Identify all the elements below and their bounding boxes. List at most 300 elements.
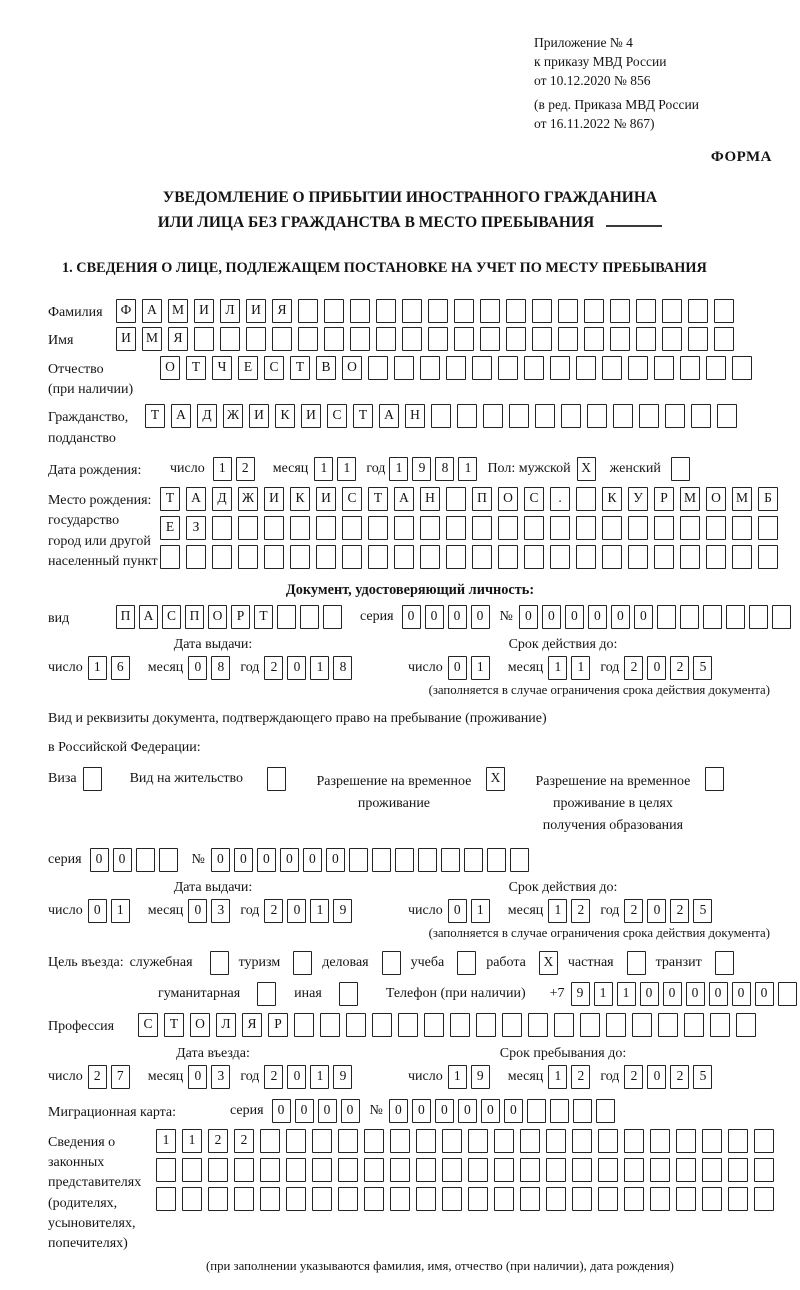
char-cell[interactable] <box>602 545 622 569</box>
char-cell[interactable]: И <box>301 404 321 428</box>
char-cell[interactable] <box>364 1158 384 1182</box>
char-cell[interactable] <box>442 1129 462 1153</box>
char-cell[interactable]: 1 <box>471 656 490 680</box>
char-cell[interactable] <box>702 1187 722 1211</box>
char-cell[interactable] <box>390 1129 410 1153</box>
char-cell[interactable]: 1 <box>458 457 477 481</box>
char-cell[interactable] <box>316 516 336 540</box>
char-cell[interactable] <box>394 356 414 380</box>
char-cell[interactable]: Ч <box>212 356 232 380</box>
char-cell[interactable]: 0 <box>588 605 607 629</box>
char-cell[interactable]: 0 <box>519 605 538 629</box>
char-cell[interactable]: 0 <box>188 656 207 680</box>
char-cell[interactable]: 2 <box>88 1065 107 1089</box>
char-cell[interactable] <box>691 404 711 428</box>
char-cell[interactable]: О <box>706 487 726 511</box>
char-cell[interactable] <box>182 1187 202 1211</box>
char-cell[interactable] <box>220 327 240 351</box>
char-cell[interactable]: 1 <box>389 457 408 481</box>
char-cell[interactable] <box>428 299 448 323</box>
char-cell[interactable] <box>324 299 344 323</box>
char-cell[interactable] <box>650 1187 670 1211</box>
char-cell[interactable] <box>468 1158 488 1182</box>
char-cell[interactable]: 5 <box>693 899 712 923</box>
char-cell[interactable] <box>136 848 155 872</box>
char-cell[interactable] <box>636 327 656 351</box>
char-cell[interactable]: И <box>264 487 284 511</box>
char-cell[interactable] <box>212 545 232 569</box>
char-cell[interactable]: 2 <box>264 899 283 923</box>
char-cell[interactable]: Д <box>212 487 232 511</box>
char-cell[interactable]: 2 <box>670 656 689 680</box>
char-cell[interactable] <box>338 1129 358 1153</box>
char-cell[interactable] <box>717 404 737 428</box>
char-cell[interactable]: Т <box>254 605 273 629</box>
char-cell[interactable] <box>431 404 451 428</box>
char-cell[interactable] <box>676 1187 696 1211</box>
char-cell[interactable] <box>602 356 622 380</box>
char-cell[interactable] <box>596 1099 615 1123</box>
char-cell[interactable] <box>316 545 336 569</box>
char-cell[interactable] <box>323 605 342 629</box>
char-cell[interactable]: 0 <box>647 899 666 923</box>
char-cell[interactable] <box>298 327 318 351</box>
char-cell[interactable]: Т <box>145 404 165 428</box>
char-cell[interactable] <box>267 767 286 791</box>
char-cell[interactable] <box>372 1013 392 1037</box>
char-cell[interactable] <box>450 1013 470 1037</box>
char-cell[interactable]: 2 <box>624 656 643 680</box>
char-cell[interactable]: 0 <box>287 1065 306 1089</box>
char-cell[interactable]: 0 <box>448 605 467 629</box>
char-cell[interactable]: М <box>142 327 162 351</box>
char-cell[interactable]: 1 <box>594 982 613 1006</box>
char-cell[interactable] <box>376 299 396 323</box>
char-cell[interactable] <box>290 545 310 569</box>
char-cell[interactable] <box>160 545 180 569</box>
fill-in-line[interactable] <box>606 214 662 227</box>
char-cell[interactable]: 0 <box>663 982 682 1006</box>
char-cell[interactable]: 0 <box>640 982 659 1006</box>
char-cell[interactable]: И <box>246 299 266 323</box>
char-cell[interactable]: 0 <box>188 1065 207 1089</box>
char-cell[interactable] <box>628 545 648 569</box>
char-cell[interactable] <box>520 1129 540 1153</box>
char-cell[interactable] <box>728 1158 748 1182</box>
char-cell[interactable]: 0 <box>88 899 107 923</box>
char-cell[interactable] <box>487 848 506 872</box>
char-cell[interactable] <box>368 516 388 540</box>
char-cell[interactable]: 1 <box>571 656 590 680</box>
char-cell[interactable] <box>264 516 284 540</box>
char-cell[interactable] <box>339 982 358 1006</box>
char-cell[interactable] <box>706 545 726 569</box>
char-cell[interactable] <box>587 404 607 428</box>
char-cell[interactable]: К <box>290 487 310 511</box>
char-cell[interactable] <box>736 1013 756 1037</box>
char-cell[interactable]: У <box>628 487 648 511</box>
char-cell[interactable]: 0 <box>647 656 666 680</box>
char-cell[interactable] <box>676 1158 696 1182</box>
char-cell[interactable] <box>627 951 646 975</box>
char-cell[interactable] <box>714 327 734 351</box>
char-cell[interactable]: М <box>168 299 188 323</box>
char-cell[interactable] <box>286 1158 306 1182</box>
char-cell[interactable] <box>688 327 708 351</box>
char-cell[interactable] <box>576 356 596 380</box>
char-cell[interactable]: 9 <box>333 1065 352 1089</box>
char-cell[interactable] <box>320 1013 340 1037</box>
char-cell[interactable] <box>312 1187 332 1211</box>
char-cell[interactable] <box>527 1099 546 1123</box>
char-cell[interactable] <box>702 1129 722 1153</box>
char-cell[interactable]: 1 <box>548 656 567 680</box>
char-cell[interactable] <box>364 1187 384 1211</box>
char-cell[interactable] <box>550 545 570 569</box>
char-cell[interactable]: О <box>498 487 518 511</box>
char-cell[interactable] <box>732 356 752 380</box>
char-cell[interactable]: 2 <box>670 1065 689 1089</box>
char-cell[interactable] <box>598 1187 618 1211</box>
char-cell[interactable]: С <box>327 404 347 428</box>
char-cell[interactable] <box>398 1013 418 1037</box>
char-cell[interactable] <box>350 299 370 323</box>
char-cell[interactable]: С <box>524 487 544 511</box>
char-cell[interactable] <box>714 299 734 323</box>
char-cell[interactable] <box>483 404 503 428</box>
char-cell[interactable]: 0 <box>389 1099 408 1123</box>
char-cell[interactable] <box>394 516 414 540</box>
char-cell[interactable]: Ф <box>116 299 136 323</box>
char-cell[interactable] <box>532 299 552 323</box>
char-cell[interactable]: 9 <box>333 899 352 923</box>
char-cell[interactable]: О <box>190 1013 210 1037</box>
char-cell[interactable] <box>680 356 700 380</box>
char-cell[interactable]: А <box>139 605 158 629</box>
char-cell[interactable] <box>680 516 700 540</box>
char-cell[interactable] <box>83 767 102 791</box>
char-cell[interactable] <box>546 1158 566 1182</box>
char-cell[interactable]: 7 <box>111 1065 130 1089</box>
char-cell[interactable]: 0 <box>234 848 253 872</box>
char-cell[interactable] <box>632 1013 652 1037</box>
char-cell[interactable]: 0 <box>755 982 774 1006</box>
char-cell[interactable]: 1 <box>310 1065 329 1089</box>
char-cell[interactable] <box>528 1013 548 1037</box>
char-cell[interactable] <box>658 1013 678 1037</box>
char-cell[interactable] <box>324 327 344 351</box>
char-cell[interactable] <box>506 299 526 323</box>
char-cell[interactable]: М <box>680 487 700 511</box>
char-cell[interactable] <box>238 516 258 540</box>
char-cell[interactable]: 0 <box>504 1099 523 1123</box>
char-cell[interactable] <box>580 1013 600 1037</box>
char-cell[interactable] <box>342 516 362 540</box>
char-cell[interactable]: Р <box>231 605 250 629</box>
char-cell[interactable] <box>424 1013 444 1037</box>
char-cell[interactable]: 0 <box>542 605 561 629</box>
char-cell[interactable] <box>446 545 466 569</box>
char-cell[interactable]: 0 <box>318 1099 337 1123</box>
char-cell[interactable] <box>554 1013 574 1037</box>
char-cell[interactable] <box>234 1187 254 1211</box>
char-cell[interactable] <box>390 1187 410 1211</box>
char-cell[interactable]: Я <box>242 1013 262 1037</box>
char-cell[interactable] <box>294 1013 314 1037</box>
char-cell[interactable]: И <box>116 327 136 351</box>
char-cell[interactable] <box>428 327 448 351</box>
char-cell[interactable] <box>350 327 370 351</box>
char-cell[interactable] <box>576 516 596 540</box>
char-cell[interactable] <box>446 487 466 511</box>
char-cell[interactable] <box>758 516 778 540</box>
char-cell[interactable]: 2 <box>624 1065 643 1089</box>
char-cell[interactable]: Р <box>654 487 674 511</box>
char-cell[interactable] <box>457 404 477 428</box>
char-cell[interactable] <box>726 605 745 629</box>
char-cell[interactable] <box>480 327 500 351</box>
char-cell[interactable] <box>300 605 319 629</box>
char-cell[interactable] <box>732 516 752 540</box>
char-cell[interactable] <box>584 299 604 323</box>
char-cell[interactable]: 0 <box>402 605 421 629</box>
char-cell[interactable] <box>654 356 674 380</box>
char-cell[interactable]: В <box>316 356 336 380</box>
char-cell[interactable] <box>650 1158 670 1182</box>
char-cell[interactable] <box>498 356 518 380</box>
char-cell[interactable] <box>754 1187 774 1211</box>
char-cell[interactable]: 2 <box>571 1065 590 1089</box>
char-cell[interactable] <box>454 299 474 323</box>
char-cell[interactable]: 9 <box>412 457 431 481</box>
char-cell[interactable] <box>510 848 529 872</box>
char-cell[interactable]: 1 <box>88 656 107 680</box>
char-cell[interactable] <box>494 1187 514 1211</box>
char-cell[interactable] <box>420 516 440 540</box>
char-cell[interactable]: 8 <box>211 656 230 680</box>
char-cell[interactable]: П <box>185 605 204 629</box>
char-cell[interactable]: 1 <box>548 1065 567 1089</box>
char-cell[interactable]: 5 <box>693 656 712 680</box>
char-cell[interactable]: 9 <box>571 982 590 1006</box>
char-cell[interactable]: 1 <box>617 982 636 1006</box>
char-cell[interactable] <box>441 848 460 872</box>
char-cell[interactable] <box>494 1158 514 1182</box>
char-cell[interactable]: 0 <box>634 605 653 629</box>
char-cell[interactable] <box>572 1158 592 1182</box>
char-cell[interactable]: 8 <box>333 656 352 680</box>
char-cell[interactable] <box>772 605 791 629</box>
char-cell[interactable] <box>468 1187 488 1211</box>
char-cell[interactable] <box>639 404 659 428</box>
char-cell[interactable] <box>662 327 682 351</box>
char-cell[interactable] <box>286 1187 306 1211</box>
char-cell[interactable] <box>394 545 414 569</box>
char-cell[interactable] <box>338 1187 358 1211</box>
char-cell[interactable]: М <box>732 487 752 511</box>
char-cell[interactable]: 1 <box>156 1129 176 1153</box>
char-cell[interactable] <box>524 516 544 540</box>
char-cell[interactable] <box>472 356 492 380</box>
char-cell[interactable]: И <box>194 299 214 323</box>
char-cell[interactable]: 2 <box>234 1129 254 1153</box>
char-cell[interactable] <box>402 299 422 323</box>
char-cell[interactable]: X <box>539 951 558 975</box>
char-cell[interactable] <box>520 1158 540 1182</box>
char-cell[interactable] <box>671 457 690 481</box>
char-cell[interactable]: А <box>394 487 414 511</box>
char-cell[interactable] <box>703 605 722 629</box>
char-cell[interactable]: 0 <box>458 1099 477 1123</box>
char-cell[interactable] <box>186 545 206 569</box>
char-cell[interactable]: А <box>171 404 191 428</box>
char-cell[interactable] <box>728 1187 748 1211</box>
char-cell[interactable]: 0 <box>90 848 109 872</box>
char-cell[interactable]: О <box>160 356 180 380</box>
char-cell[interactable]: Б <box>758 487 778 511</box>
char-cell[interactable] <box>506 327 526 351</box>
char-cell[interactable]: Н <box>420 487 440 511</box>
char-cell[interactable]: Т <box>160 487 180 511</box>
char-cell[interactable] <box>680 545 700 569</box>
char-cell[interactable]: Т <box>290 356 310 380</box>
char-cell[interactable]: 0 <box>326 848 345 872</box>
char-cell[interactable] <box>657 605 676 629</box>
char-cell[interactable]: К <box>602 487 622 511</box>
char-cell[interactable] <box>442 1158 462 1182</box>
char-cell[interactable] <box>312 1129 332 1153</box>
char-cell[interactable] <box>706 516 726 540</box>
char-cell[interactable]: Т <box>368 487 388 511</box>
char-cell[interactable] <box>260 1158 280 1182</box>
char-cell[interactable] <box>416 1158 436 1182</box>
char-cell[interactable] <box>613 404 633 428</box>
char-cell[interactable] <box>610 327 630 351</box>
char-cell[interactable] <box>650 1129 670 1153</box>
char-cell[interactable]: 0 <box>448 656 467 680</box>
char-cell[interactable] <box>498 545 518 569</box>
char-cell[interactable] <box>602 516 622 540</box>
char-cell[interactable]: 3 <box>211 1065 230 1089</box>
char-cell[interactable]: Л <box>220 299 240 323</box>
char-cell[interactable] <box>472 545 492 569</box>
char-cell[interactable] <box>257 982 276 1006</box>
char-cell[interactable] <box>705 767 724 791</box>
char-cell[interactable] <box>442 1187 462 1211</box>
char-cell[interactable] <box>342 545 362 569</box>
char-cell[interactable] <box>624 1129 644 1153</box>
char-cell[interactable] <box>376 327 396 351</box>
char-cell[interactable]: 0 <box>295 1099 314 1123</box>
char-cell[interactable] <box>546 1187 566 1211</box>
char-cell[interactable]: 0 <box>257 848 276 872</box>
char-cell[interactable]: 1 <box>310 899 329 923</box>
char-cell[interactable] <box>558 299 578 323</box>
char-cell[interactable]: 0 <box>280 848 299 872</box>
char-cell[interactable]: Л <box>216 1013 236 1037</box>
char-cell[interactable] <box>234 1158 254 1182</box>
char-cell[interactable]: 1 <box>471 899 490 923</box>
char-cell[interactable]: 0 <box>272 1099 291 1123</box>
char-cell[interactable] <box>494 1129 514 1153</box>
char-cell[interactable] <box>468 1129 488 1153</box>
char-cell[interactable] <box>210 951 229 975</box>
char-cell[interactable]: Т <box>353 404 373 428</box>
char-cell[interactable]: 9 <box>471 1065 490 1089</box>
char-cell[interactable] <box>688 299 708 323</box>
char-cell[interactable] <box>665 404 685 428</box>
char-cell[interactable]: 0 <box>287 656 306 680</box>
char-cell[interactable]: О <box>342 356 362 380</box>
char-cell[interactable] <box>558 327 578 351</box>
char-cell[interactable] <box>758 545 778 569</box>
char-cell[interactable]: 0 <box>303 848 322 872</box>
char-cell[interactable] <box>524 545 544 569</box>
char-cell[interactable]: 0 <box>211 848 230 872</box>
char-cell[interactable]: И <box>249 404 269 428</box>
char-cell[interactable] <box>598 1158 618 1182</box>
char-cell[interactable]: Н <box>405 404 425 428</box>
char-cell[interactable]: 1 <box>310 656 329 680</box>
char-cell[interactable] <box>395 848 414 872</box>
char-cell[interactable]: 2 <box>264 656 283 680</box>
char-cell[interactable] <box>194 327 214 351</box>
char-cell[interactable] <box>561 404 581 428</box>
char-cell[interactable] <box>349 848 368 872</box>
char-cell[interactable] <box>573 1099 592 1123</box>
char-cell[interactable] <box>728 1129 748 1153</box>
char-cell[interactable] <box>298 299 318 323</box>
char-cell[interactable]: К <box>275 404 295 428</box>
char-cell[interactable] <box>212 516 232 540</box>
char-cell[interactable] <box>182 1158 202 1182</box>
char-cell[interactable]: 1 <box>314 457 333 481</box>
char-cell[interactable]: 0 <box>471 605 490 629</box>
char-cell[interactable] <box>676 1129 696 1153</box>
char-cell[interactable]: 2 <box>670 899 689 923</box>
char-cell[interactable]: Т <box>164 1013 184 1037</box>
char-cell[interactable] <box>238 545 258 569</box>
char-cell[interactable] <box>286 1129 306 1153</box>
char-cell[interactable] <box>732 545 752 569</box>
char-cell[interactable]: 6 <box>111 656 130 680</box>
char-cell[interactable]: Ж <box>238 487 258 511</box>
char-cell[interactable]: 0 <box>341 1099 360 1123</box>
char-cell[interactable] <box>454 327 474 351</box>
char-cell[interactable] <box>754 1129 774 1153</box>
char-cell[interactable]: С <box>342 487 362 511</box>
char-cell[interactable]: 0 <box>435 1099 454 1123</box>
char-cell[interactable]: 1 <box>448 1065 467 1089</box>
char-cell[interactable] <box>715 951 734 975</box>
char-cell[interactable]: 2 <box>571 899 590 923</box>
char-cell[interactable]: X <box>577 457 596 481</box>
char-cell[interactable]: 0 <box>686 982 705 1006</box>
char-cell[interactable] <box>346 1013 366 1037</box>
char-cell[interactable]: С <box>162 605 181 629</box>
char-cell[interactable] <box>749 605 768 629</box>
char-cell[interactable] <box>572 1129 592 1153</box>
char-cell[interactable] <box>754 1158 774 1182</box>
char-cell[interactable] <box>498 516 518 540</box>
char-cell[interactable]: Т <box>186 356 206 380</box>
char-cell[interactable] <box>416 1187 436 1211</box>
char-cell[interactable] <box>420 545 440 569</box>
char-cell[interactable]: 1 <box>182 1129 202 1153</box>
char-cell[interactable] <box>606 1013 626 1037</box>
char-cell[interactable] <box>654 516 674 540</box>
char-cell[interactable] <box>472 516 492 540</box>
